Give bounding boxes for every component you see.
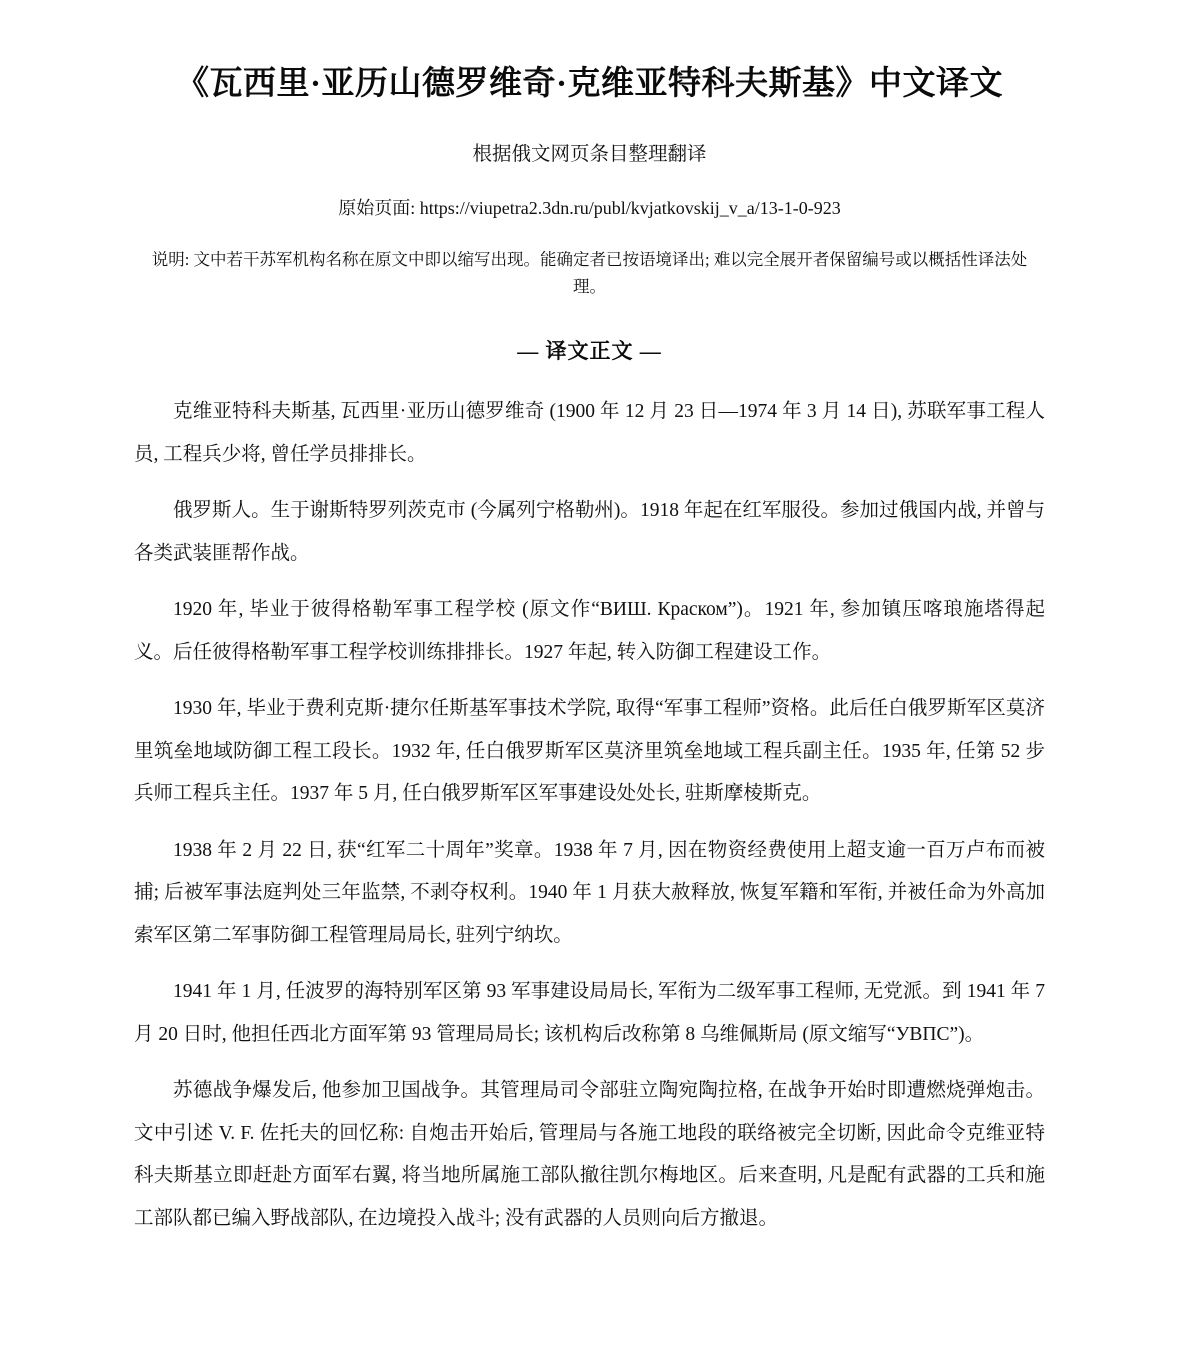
paragraph: 克维亚特科夫斯基, 瓦西里·亚历山德罗维奇 (1900 年 12 月 23 日—1974 年 3 月 14 日), 苏联军事工程人员, 工程兵少将, 曾任学员排排长。 — [134, 401, 1045, 465]
translation-body — [134, 391, 1045, 1240]
page-title: 《瓦西里·亚历山德罗维奇·克维亚特科夫斯基》中文译文 — [175, 66, 1003, 102]
paragraph: 1920 年, 毕业于彼得格勒军事工程学校 (原文作“ВИШ. Краском”)。1921 年, 参加镇压喀琅施塔得起义。后任彼得格勒军事工程学校训练排排长。1927 年起, 转入防御工程建设工作。 — [134, 599, 1045, 663]
section-heading-translation-body: — 译文正文 — — [517, 339, 662, 364]
paragraph: 1930 年, 毕业于费利克斯·捷尔任斯基军事技术学院, 取得“军事工程师”资格。此后任白俄罗斯军区莫济里筑垒地域防御工程工段长。1932 年, 任白俄罗斯军区莫济里筑垒地域工程兵副主任。1935 年, 任第 52 步兵师工程兵主任。1937 年 5 月, 任白俄罗斯军区军事建设处处长, 驻斯摩棱斯克。 — [134, 698, 1045, 805]
paragraph: 苏德战争爆发后, 他参加卫国战争。其管理局司令部驻立陶宛陶拉格, 在战争开始时即遭燃烧弹炮击。文中引述 V. F. 佐托夫的回忆称: 自炮击开始后, 管理局与各施工地段的联络被完全切断, 因此命令克维亚特科夫斯基立即赶赴方面军右翼, 将当地所属施工部队撤往凯尔梅地区。后来查明, 凡是配有武器的工兵和施工部队都已编入野战部队, 在边境投入战斗; 没有武器的人员则向后方撤退。 — [134, 1080, 1045, 1229]
translation-note: 说明: 文中若干苏军机构名称在原文中即以缩写出现。能确定者已按语境译出; 难以完全展开者保留编号或以概括性译法处理。 — [151, 250, 1028, 296]
source-url-line: 原始页面: https://viupetra2.3dn.ru/publ/kvjatkovskij_v_a/13-1-0-923 — [338, 197, 841, 218]
paragraph: 1938 年 2 月 22 日, 获“红军二十周年”奖章。1938 年 7 月, 因在物资经费使用上超支逾一百万卢布而被捕; 后被军事法庭判处三年监禁, 不剥夺权利。1940 年 1 月获大赦释放, 恢复军籍和军衔, 并被任命为外高加索军区第二军事防御工程管理局局长, 驻列宁纳坎。 — [134, 839, 1045, 946]
paragraph: 俄罗斯人。生于谢斯特罗列茨克市 (今属列宁格勒州)。1918 年起在红军服役。参加过俄国内战, 并曾与各类武装匪帮作战。 — [134, 500, 1045, 564]
document-subtitle: 根据俄文网页条目整理翻译 — [472, 143, 707, 165]
paragraph: 1941 年 1 月, 任波罗的海特别军区第 93 军事建设局局长, 军衔为二级军事工程师, 无党派。到 1941 年 7 月 20 日时, 他担任西北方面军第 93 管理局局长; 该机构后改称第 8 乌维佩斯局 (原文缩写“УВПС”)。 — [134, 981, 1045, 1045]
